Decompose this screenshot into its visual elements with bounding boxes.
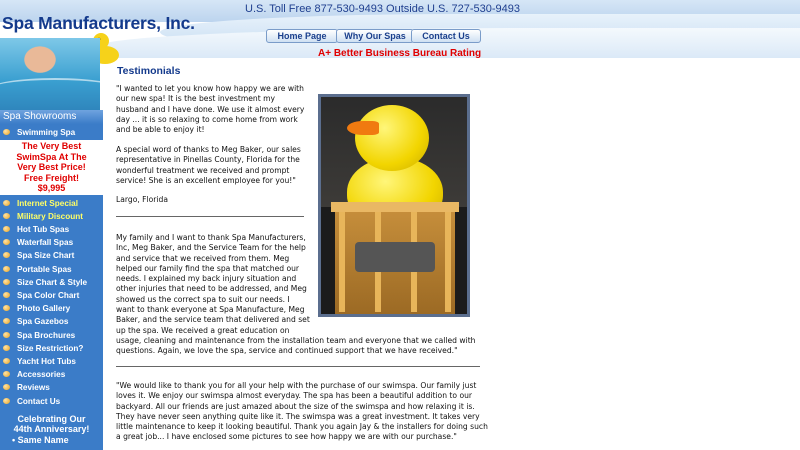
- sidebar-item-label: Spa Brochures: [17, 330, 76, 340]
- testimonial-line: up the spa. We received a great education on: [116, 325, 290, 335]
- sidebar-item-label: Reviews: [17, 383, 50, 393]
- sidebar-item-label: Accessories: [17, 370, 66, 380]
- divider: [116, 216, 304, 217]
- sidebar-item-label: Portable Spas: [17, 264, 72, 274]
- anniversary-line: 44th Anniversary!: [13, 423, 90, 434]
- promo-line: SwimSpa At The: [16, 151, 87, 162]
- bbb-rating: A+ Better Business Bureau Rating: [318, 48, 482, 59]
- promo-line: The Very Best: [21, 141, 82, 152]
- sidebar-item-label: Spa Size Chart: [17, 251, 75, 261]
- testimonial-1-signature: Largo, Florida: [116, 195, 168, 204]
- testimonial-line: My family and I want to thank Spa Manufacturers,: [116, 233, 306, 242]
- sidebar-item-label: Yacht Hot Tubs: [17, 356, 76, 366]
- nav-contact-us-button[interactable]: Contact Us: [411, 29, 481, 43]
- testimonial-line: They have never seen anything quite like it. The swimspa was a great investment. It takes very: [116, 411, 480, 421]
- sidebar-item-hot-tub-spas[interactable]: [0, 223, 103, 236]
- testimonial-line: helped our family find the spa that matched our: [116, 263, 300, 273]
- sidebar-item-label: Military Discount: [17, 211, 83, 221]
- sidebar-item-label: Internet Special: [17, 198, 78, 208]
- testimonial-line: Inc, Meg Baker, and the Service Team for the help: [116, 243, 306, 253]
- bullet-icon: [3, 371, 10, 377]
- anniversary-line: Celebrating Our: [17, 413, 86, 424]
- sidebar-item-portable-spas[interactable]: [0, 263, 103, 276]
- testimonial-line: our new spa! It is the best investment my: [116, 94, 276, 104]
- sidebar-item-label: Spa Gazebos: [17, 317, 69, 327]
- bullet-icon: [3, 129, 10, 135]
- sidebar-item-photo-gallery[interactable]: [0, 302, 103, 315]
- bullet-icon: [3, 200, 10, 206]
- testimonial-line: wonderful treatment we received and prompt: [116, 165, 290, 175]
- testimonial-line: Baker, and the service team that delivered and set: [116, 315, 310, 325]
- sidebar-item-spa-gazebos[interactable]: [0, 315, 103, 328]
- sidebar-item-label: Contact Us: [17, 396, 61, 406]
- brand-logo-text[interactable]: Spa Manufacturers, Inc.: [2, 13, 195, 33]
- nav-why-our-spas-button[interactable]: Why Our Spas: [336, 29, 414, 43]
- promo-line: Free Freight!: [23, 172, 79, 183]
- testimonial-line: A special word of thanks to Meg Baker, our sales: [116, 145, 301, 154]
- bullet-icon: [3, 358, 10, 364]
- testimonial-line: "We would like to thank you for all your help with the purchase of our swimspa. Our family just: [116, 381, 477, 390]
- testimonial-1: [116, 84, 316, 135]
- bullet-icon: [3, 252, 10, 258]
- testimonial-line: other injuries that need to be addressed, and Meg: [116, 284, 307, 294]
- testimonial-line: needs. I explained my back injury situation and: [116, 274, 297, 284]
- sidebar-item-size-chart-style[interactable]: [0, 276, 103, 289]
- sidebar-heading: Spa Showrooms: [0, 110, 103, 124]
- testimonial-line: questions. Again, we love the spa, service and continued support that we have received.": [116, 346, 458, 356]
- sidebar-item-military-discount[interactable]: [0, 210, 103, 223]
- promo-price: $9,995: [37, 183, 66, 194]
- bullet-icon: [3, 279, 10, 285]
- bullet-icon: [3, 398, 10, 404]
- gazebo-post: [445, 212, 451, 312]
- bullet-icon: [3, 292, 10, 298]
- testimonial-line: service! She is an excellent employee for you!": [116, 175, 296, 185]
- bullet-icon: [3, 213, 10, 219]
- bullet-icon: [3, 305, 10, 311]
- sidebar-item-label: Hot Tub Spas: [17, 225, 70, 235]
- nav-home-button[interactable]: Home Page: [266, 29, 338, 43]
- testimonial-1-thanks: [116, 145, 316, 186]
- testimonial-line: little maintenance to keep it looking beautiful. Thank you again Jay & the installers for doing such: [116, 422, 488, 432]
- sidebar-item-accessories[interactable]: [0, 368, 103, 381]
- bullet-icon: [3, 332, 10, 338]
- sidebar-item-reviews[interactable]: [0, 381, 103, 394]
- bullet-icon: [3, 226, 10, 232]
- sidebar-item-label: Spa Color Chart: [17, 291, 80, 300]
- duck-head: [355, 105, 429, 171]
- giant-duck-photo: [318, 94, 470, 317]
- bullet-icon: [3, 384, 10, 390]
- gazebo: [335, 202, 455, 314]
- bullet-icon: [3, 318, 10, 324]
- sidebar-item-size-restriction[interactable]: [0, 342, 103, 355]
- bullet-icon: [3, 239, 10, 245]
- bullet-icon: [3, 266, 10, 272]
- sidebar-item-swimming-spa[interactable]: [0, 126, 103, 139]
- sidebar-item-waterfall-spas[interactable]: [0, 236, 103, 249]
- sidebar-item-spa-brochures[interactable]: [0, 329, 103, 342]
- testimonial-line: usage, cleaning and maintenance from the installation team and everyone that we called with: [116, 335, 476, 345]
- promo-line: Very Best Price!: [17, 162, 86, 173]
- anniversary-bullet: • Same Name: [12, 434, 69, 445]
- gazebo-post: [339, 212, 345, 312]
- testimonial-line: backyard. All our friends are just amazed about the size of the swimspa and how relaxing it is.: [116, 401, 475, 411]
- page-title: Testimonials: [117, 65, 181, 77]
- sidebar-item-label: Size Restriction?: [17, 343, 84, 353]
- testimonial-line: a great job... I have enclosed some pictures to see how happy we are with our purchase.": [116, 432, 457, 442]
- testimonial-line: loves it. We enjoy our swimspa almost everyday. The spa has been a beautiful addition to our: [116, 391, 473, 401]
- testimonial-line: day ... it is so relaxing to come home from work: [116, 114, 298, 124]
- divider: [116, 366, 480, 367]
- sidebar-item-label: Swimming Spa: [17, 128, 76, 137]
- testimonial-line: and be able to enjoy it!: [116, 125, 205, 135]
- sidebar-item-yacht-hot-tubs[interactable]: [0, 355, 103, 368]
- testimonial-line: and service that we received from them. Meg: [116, 253, 290, 263]
- sidebar-item-label: Waterfall Spas: [17, 238, 74, 248]
- testimonial-line: husband and I have done. We use it almost every: [116, 104, 305, 114]
- sidebar-item-contact-us[interactable]: [0, 395, 103, 408]
- testimonial-line: want to thank everyone at Spa Manufacture, Meg: [116, 305, 305, 315]
- testimonial-line: representative in Pinellas County, Florida for the: [116, 155, 300, 165]
- testimonial-3: [116, 381, 496, 443]
- sidebar-nav: [0, 110, 103, 450]
- anniversary-banner: [0, 414, 103, 434]
- bullet-icon: [3, 345, 10, 351]
- hot-tub: [355, 242, 435, 272]
- sidebar-item-label: Size Chart & Style: [17, 277, 88, 287]
- gazebo-roof: [331, 202, 459, 212]
- swimspa-promo[interactable]: [0, 140, 103, 195]
- testimonial-line: "I wanted to let you know how happy we are with: [116, 84, 304, 93]
- testimonial-line: showed us the correct spa to suit our needs. I: [116, 294, 290, 304]
- duck-beak: [347, 121, 379, 135]
- sidebar-item-label: Photo Gallery: [17, 304, 71, 314]
- sidebar-item-internet-special[interactable]: [0, 197, 103, 210]
- sidebar-item-spa-size-chart[interactable]: [0, 249, 103, 262]
- swimmer-photo: [0, 38, 100, 110]
- phone-numbers: U.S. Toll Free 877-530-9493 Outside U.S. 727-530-9493: [245, 3, 520, 15]
- water-ripple: [0, 78, 100, 100]
- sidebar-item-spa-color-chart[interactable]: [0, 289, 103, 302]
